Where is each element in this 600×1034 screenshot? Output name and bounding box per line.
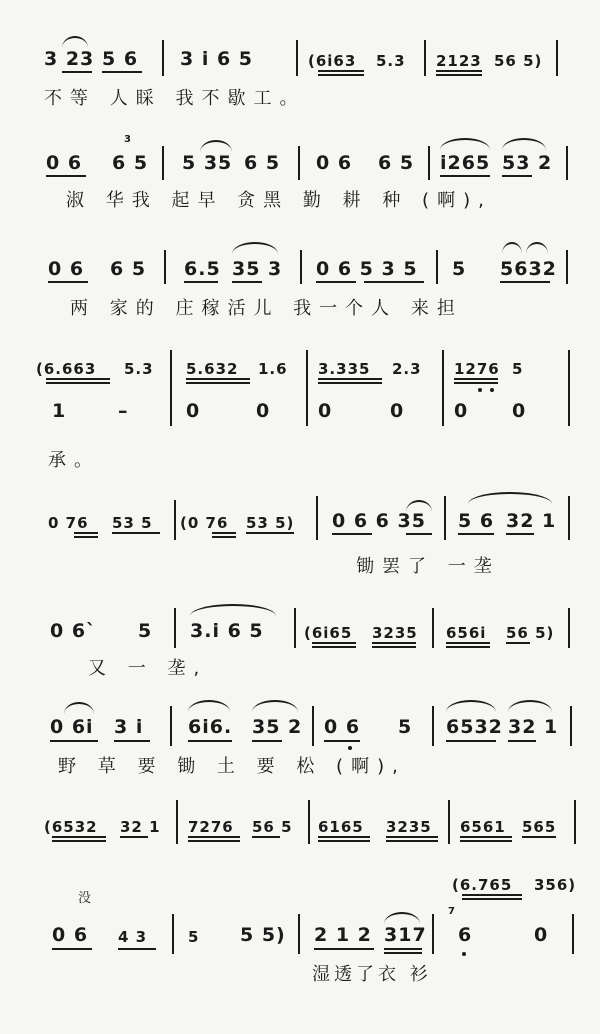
underline bbox=[500, 281, 550, 283]
slur bbox=[252, 700, 298, 712]
underline bbox=[186, 382, 250, 384]
underline bbox=[458, 533, 494, 535]
barline bbox=[570, 706, 572, 746]
note-group: 35 2 bbox=[252, 716, 303, 738]
barline bbox=[574, 800, 576, 844]
underline bbox=[318, 840, 370, 842]
slur bbox=[446, 700, 496, 712]
note-group: 0 6i bbox=[50, 716, 94, 738]
octave-dot bbox=[348, 746, 352, 750]
underline bbox=[506, 533, 534, 535]
note-group: 5 35 bbox=[182, 152, 233, 174]
octave-dot bbox=[490, 388, 494, 392]
underline bbox=[462, 898, 522, 900]
underline bbox=[318, 382, 382, 384]
barline bbox=[300, 250, 302, 284]
note-group: 0 6 bbox=[48, 258, 85, 280]
note-group: 1.6 bbox=[258, 360, 288, 378]
underline bbox=[246, 532, 294, 534]
barline bbox=[174, 608, 176, 648]
barline bbox=[174, 500, 176, 540]
note-group: 35 3 bbox=[232, 258, 283, 280]
note-group: 3 i bbox=[114, 716, 144, 738]
note-group: 6 5 bbox=[244, 152, 281, 174]
lyric-line: 淑 华我 起早 贪黑 勤 耕 种 (啊), bbox=[66, 190, 492, 211]
note-group: 5 bbox=[452, 258, 467, 280]
note-group: 3.335 bbox=[318, 360, 371, 378]
barline bbox=[436, 250, 438, 284]
underline bbox=[184, 281, 218, 283]
underline bbox=[252, 836, 280, 838]
underline bbox=[502, 175, 532, 177]
slur bbox=[64, 702, 94, 714]
note-group: 5 bbox=[188, 928, 200, 946]
note-group: 5 5) bbox=[240, 924, 286, 946]
note-group: 356) bbox=[534, 876, 577, 894]
note-group: i265 bbox=[440, 152, 491, 174]
note-group: 56 5) bbox=[506, 624, 555, 642]
note-group: 53 5 bbox=[112, 514, 153, 532]
barline bbox=[432, 914, 434, 954]
underline bbox=[386, 840, 438, 842]
note-group: 3 i 6 5 bbox=[180, 48, 254, 70]
barline bbox=[306, 350, 308, 426]
underline bbox=[114, 740, 150, 742]
slur bbox=[440, 138, 490, 150]
underline bbox=[372, 642, 416, 644]
underline bbox=[74, 536, 98, 538]
note-group: 6 5 bbox=[110, 258, 147, 280]
note-group: 3 23 bbox=[44, 48, 95, 70]
note-group: 0 bbox=[318, 400, 333, 422]
barline bbox=[566, 146, 568, 180]
underline bbox=[188, 836, 240, 838]
note-group: 6i6. bbox=[188, 716, 233, 738]
underline bbox=[102, 71, 142, 73]
underline bbox=[50, 740, 98, 742]
underline bbox=[332, 533, 372, 535]
note-group: 0 bbox=[390, 400, 405, 422]
note-group: 5.3 bbox=[124, 360, 154, 378]
lyric-line: 承。 bbox=[48, 450, 100, 471]
underline bbox=[74, 532, 98, 534]
note-group: (6.663 bbox=[36, 360, 97, 378]
slur bbox=[188, 700, 230, 712]
note-group: 0 6 bbox=[46, 152, 83, 174]
note-group: 1276 bbox=[454, 360, 500, 378]
note-group: 6 5 bbox=[378, 152, 415, 174]
barline bbox=[424, 40, 426, 76]
barline bbox=[316, 496, 318, 540]
slur bbox=[232, 242, 278, 254]
note-group: 2123 bbox=[436, 52, 482, 70]
slur bbox=[468, 492, 552, 504]
underline bbox=[508, 740, 536, 742]
note-group: 6532 bbox=[446, 716, 503, 738]
note-group: 6 bbox=[458, 924, 473, 946]
barline bbox=[308, 800, 310, 844]
underline bbox=[318, 70, 364, 72]
note-group: 56 5 bbox=[252, 818, 293, 836]
underline bbox=[384, 952, 422, 954]
note-group: 0 bbox=[534, 924, 549, 946]
note-group: 317 bbox=[384, 924, 427, 946]
barline bbox=[172, 914, 174, 954]
underline bbox=[316, 281, 356, 283]
lyric-line: 湿透了衣 衫 bbox=[312, 964, 432, 985]
underline bbox=[446, 642, 490, 644]
note-group: 32 1 bbox=[120, 818, 161, 836]
underline bbox=[446, 740, 496, 742]
lyric-line: 野 草 要 锄 土 要 松 (啊), bbox=[58, 756, 406, 777]
barline bbox=[448, 800, 450, 844]
barline bbox=[312, 706, 314, 746]
underline bbox=[454, 378, 498, 380]
barline bbox=[176, 800, 178, 844]
slur bbox=[502, 242, 522, 254]
note-group: 0 bbox=[454, 400, 469, 422]
underline bbox=[460, 840, 512, 842]
note-group: 5632 bbox=[500, 258, 557, 280]
barline bbox=[442, 350, 444, 426]
barline bbox=[298, 914, 300, 954]
underline bbox=[522, 836, 556, 838]
note-group: 3235 bbox=[372, 624, 418, 642]
barline bbox=[170, 350, 172, 426]
note-group: 4 3 bbox=[118, 928, 148, 946]
note-group: 0 6 bbox=[324, 716, 361, 738]
barline bbox=[568, 350, 570, 426]
underline bbox=[506, 642, 530, 644]
note-group: 3235 bbox=[386, 818, 432, 836]
underline bbox=[454, 382, 498, 384]
note-group: (6i63 bbox=[308, 52, 357, 70]
underline bbox=[462, 894, 522, 896]
barline bbox=[572, 914, 574, 954]
underline bbox=[118, 948, 156, 950]
note-group: 53 2 bbox=[502, 152, 553, 174]
note-group: 53 5) bbox=[246, 514, 295, 532]
underline bbox=[46, 175, 86, 177]
note-group: 56 5) bbox=[494, 52, 543, 70]
lyric-line: 两 家的 庄稼活儿 我一个人 来担 bbox=[70, 298, 463, 319]
barline bbox=[556, 40, 558, 76]
note-group: 5.3 bbox=[376, 52, 406, 70]
barline bbox=[298, 146, 300, 180]
barline bbox=[162, 146, 164, 180]
note-group: 6561 bbox=[460, 818, 506, 836]
slur bbox=[200, 140, 232, 152]
underline bbox=[436, 74, 482, 76]
note-group: 6165 bbox=[318, 818, 364, 836]
grace-note: 3 bbox=[124, 134, 131, 145]
underline bbox=[232, 281, 262, 283]
slur bbox=[526, 242, 548, 254]
note-group: 0 bbox=[512, 400, 527, 422]
underline bbox=[120, 836, 148, 838]
underline bbox=[440, 175, 490, 177]
underline bbox=[312, 642, 356, 644]
barline bbox=[164, 250, 166, 284]
slur bbox=[384, 912, 420, 924]
note-group: 565 bbox=[522, 818, 557, 836]
underline bbox=[112, 532, 160, 534]
note-group: – bbox=[118, 400, 129, 422]
note-group: 0 76 bbox=[48, 514, 89, 532]
barline bbox=[568, 608, 570, 648]
slur bbox=[190, 604, 276, 616]
note-group: 1 bbox=[52, 400, 67, 422]
underline bbox=[188, 840, 240, 842]
note-group: 0 bbox=[186, 400, 201, 422]
note-group: 0 6` bbox=[50, 620, 97, 642]
slur bbox=[508, 700, 552, 712]
barline bbox=[428, 146, 430, 180]
barline bbox=[432, 608, 434, 648]
note-group: (6532 bbox=[44, 818, 98, 836]
underline bbox=[52, 836, 106, 838]
underline bbox=[318, 378, 382, 380]
slur bbox=[62, 36, 88, 48]
note-group: 0 6 5 3 5 bbox=[316, 258, 418, 280]
note-group: 32 1 bbox=[508, 716, 559, 738]
underline bbox=[314, 948, 374, 950]
note-group: 5 6 bbox=[458, 510, 495, 532]
barline bbox=[444, 496, 446, 540]
note-group: 5 bbox=[138, 620, 153, 642]
underline bbox=[372, 646, 416, 648]
grace-note: 7 bbox=[448, 906, 455, 917]
underline bbox=[436, 70, 482, 72]
underline bbox=[318, 836, 370, 838]
underline bbox=[252, 740, 282, 742]
note-group: 656i bbox=[446, 624, 487, 642]
note-group: (6.765 bbox=[452, 876, 513, 894]
slur bbox=[502, 138, 546, 150]
underline bbox=[46, 378, 110, 380]
lyric-line: 锄罢了 一垄 bbox=[356, 556, 500, 577]
underline bbox=[324, 740, 360, 742]
note-group: 32 1 bbox=[506, 510, 557, 532]
barline bbox=[294, 608, 296, 648]
barline bbox=[566, 250, 568, 284]
note-group: 0 6 bbox=[52, 924, 89, 946]
lyric-line: 又 一 垄, bbox=[88, 658, 208, 679]
note-group: 5.632 bbox=[186, 360, 239, 378]
note-group: 5 6 bbox=[102, 48, 139, 70]
lyric-line: 不等 人睬 我不歇工。 bbox=[44, 88, 306, 109]
barline bbox=[568, 496, 570, 540]
underline bbox=[460, 836, 512, 838]
note-group: 2.3 bbox=[392, 360, 422, 378]
note-group: (6i65 bbox=[304, 624, 353, 642]
underline bbox=[186, 378, 250, 380]
note-group: 5 bbox=[512, 360, 524, 378]
note-group: 6.5 bbox=[184, 258, 221, 280]
note-group: 7276 bbox=[188, 818, 234, 836]
underline bbox=[212, 532, 236, 534]
octave-dot bbox=[462, 952, 466, 956]
note-group: 6 5 bbox=[112, 152, 149, 174]
underline bbox=[406, 533, 432, 535]
note-group: 3.i 6 5 bbox=[190, 620, 264, 642]
barline bbox=[432, 706, 434, 746]
barline bbox=[170, 706, 172, 746]
underline bbox=[386, 836, 438, 838]
underline bbox=[52, 948, 92, 950]
underline bbox=[446, 646, 490, 648]
note-group: 0 bbox=[256, 400, 271, 422]
barline bbox=[162, 40, 164, 76]
underline bbox=[62, 71, 92, 73]
underline bbox=[312, 646, 356, 648]
note-group: (0 76 bbox=[180, 514, 229, 532]
underline bbox=[318, 74, 364, 76]
underline bbox=[46, 382, 110, 384]
underline bbox=[384, 948, 422, 950]
underline bbox=[188, 740, 232, 742]
octave-dot bbox=[478, 388, 482, 392]
small-character: 没 bbox=[78, 891, 92, 906]
underline bbox=[212, 536, 236, 538]
note-group: 2 1 2 bbox=[314, 924, 372, 946]
note-group: 0 6 6 35 bbox=[332, 510, 426, 532]
note-group: 5 bbox=[398, 716, 413, 738]
underline bbox=[364, 281, 424, 283]
underline bbox=[52, 840, 106, 842]
barline bbox=[296, 40, 298, 76]
note-group: 0 6 bbox=[316, 152, 353, 174]
underline bbox=[48, 281, 88, 283]
